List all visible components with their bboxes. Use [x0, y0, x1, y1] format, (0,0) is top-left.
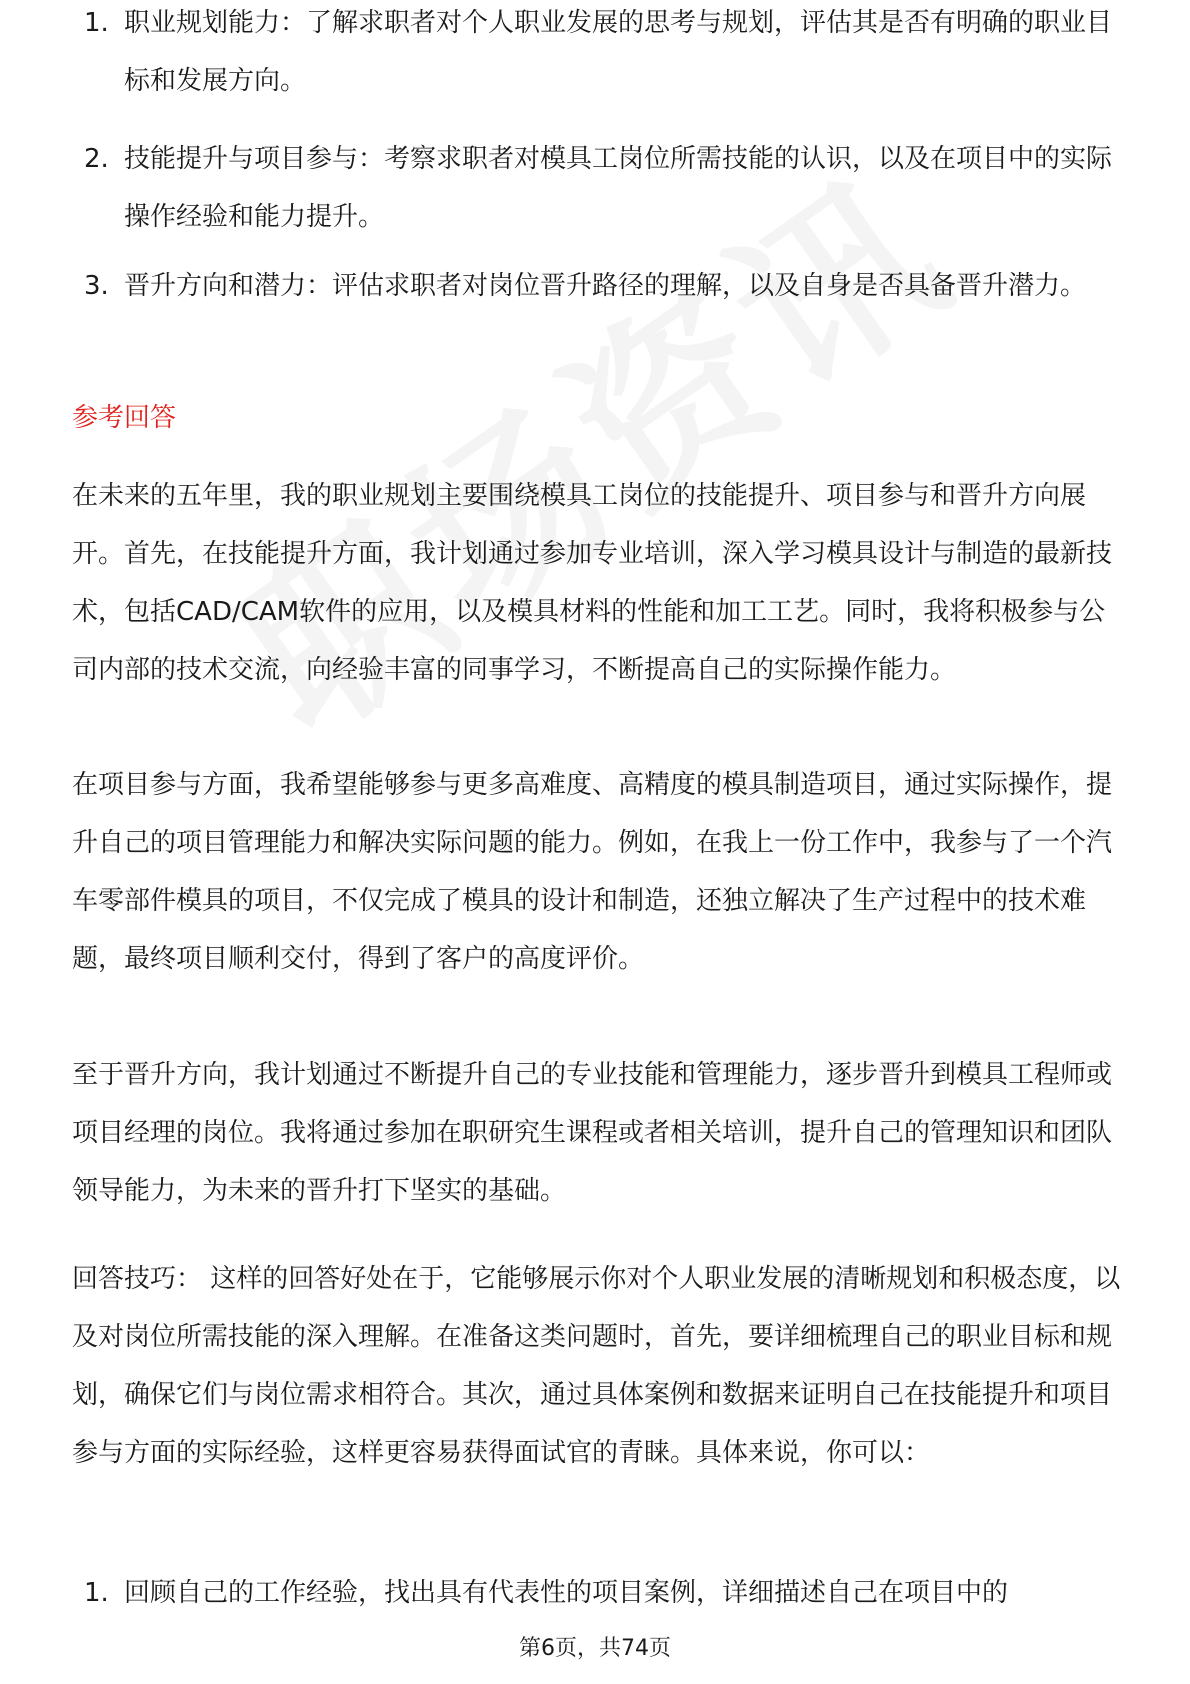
section-heading: 参考回答	[72, 403, 177, 433]
list-item-text: 技能提升与项目参与：考察求职者对模具工岗位所需技能的认识，以及在项目中的实际操作经验和能力提升。	[124, 144, 1113, 232]
list-item-text: 职业规划能力：了解求职者对个人职业发展的思考与规划，评估其是否有明确的职业目标和发展方向。	[124, 8, 1113, 96]
list-item-text: 晋升方向和潜力：评估求职者对岗位晋升路径的理解，以及自身是否具备晋升潜力。	[124, 271, 1087, 301]
list-item-number: 1.	[84, 8, 109, 38]
list-item-text: 回顾自己的工作经验，找出具有代表性的项目案例，详细描述自己在项目中的	[124, 1578, 1009, 1608]
list-item-number: 1.	[84, 1578, 109, 1608]
answer-paragraph: 在项目参与方面，我希望能够参与更多高难度、高精度的模具制造项目，通过实际操作，提升自己的项目管理能力和解决实际问题的能力。例如，在我上一份工作中，我参与了一个汽车零部件模具的项目，不仅完成了模具的设计和制造，还独立解决了生产过程中的技术难题，最终项目顺利交付，得到了客户的高度评价。	[72, 770, 1113, 974]
tips-paragraph: 回答技巧： 这样的回答好处在于，它能够展示你对个人职业发展的清晰规划和积极态度，以及对岗位所需技能的深入理解。在准备这类问题时，首先，要详细梳理自己的职业目标和规划，确保它们与岗位需求相符合。其次，通过具体案例和数据来证明自己在技能提升和项目参与方面的实际经验，这样更容易获得面试官的青睐。具体来说，你可以：	[72, 1264, 1121, 1468]
answer-paragraph: 在未来的五年里，我的职业规划主要围绕模具工岗位的技能提升、项目参与和晋升方向展开。首先，在技能提升方面，我计划通过参加专业培训，深入学习模具设计与制造的最新技术，包括CAD/CAM软件的应用，以及模具材料的性能和加工工艺。同时，我将积极参与公司内部的技术交流，向经验丰富的同事学习，不断提高自己的实际操作能力。	[72, 481, 1113, 685]
page-number: 第6页，共74页	[519, 1636, 671, 1661]
answer-paragraph: 至于晋升方向，我计划通过不断提升自己的专业技能和管理能力，逐步晋升到模具工程师或项目经理的岗位。我将通过参加在职研究生课程或者相关培训，提升自己的管理知识和团队领导能力，为未来的晋升打下坚实的基础。	[72, 1060, 1113, 1206]
list-item-number: 3.	[84, 271, 109, 301]
list-item-number: 2.	[84, 144, 109, 174]
